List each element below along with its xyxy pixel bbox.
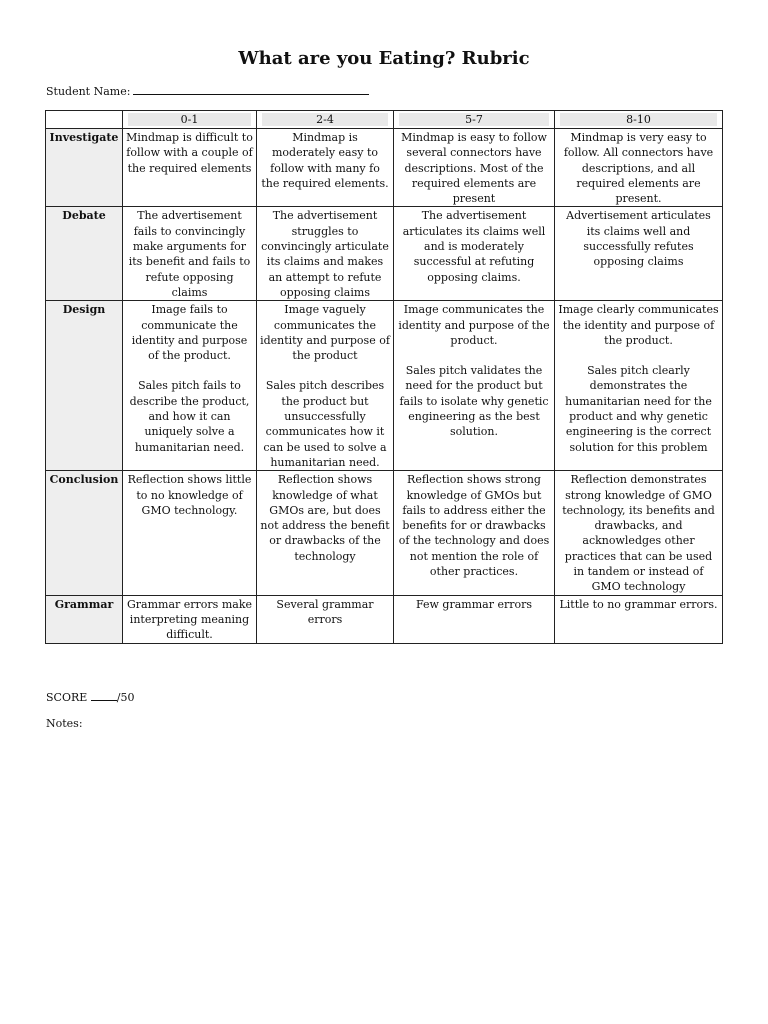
cell-text: Mindmap is very easy to follow. All connectors have descriptions, and all required elements are present. <box>563 131 714 206</box>
cell <box>123 207 257 301</box>
header-row <box>46 111 723 129</box>
notes-label: Notes: <box>46 717 83 730</box>
page-title: What are you Eating? Rubric <box>238 48 530 69</box>
cell-text: Few grammar errors <box>415 597 533 611</box>
header-cell <box>123 111 257 129</box>
cell-text: Advertisement articulates its claims well and successfully refutes opposing claims <box>566 209 711 269</box>
cell-text: Sales pitch fails to describe the product, and how it can uniquely solve a humanitarian need. <box>129 379 250 454</box>
cell-text: Reflection shows knowledge of what GMOs are, but does not address the benefit or drawbacks of the technology <box>260 473 390 563</box>
row-grammar <box>46 595 723 643</box>
cell <box>123 595 257 643</box>
criterion-design: Design <box>46 301 123 471</box>
score-band-8-10: 8-10 <box>560 113 717 126</box>
score-band-5-7: 5-7 <box>399 113 549 126</box>
row-design <box>46 301 723 471</box>
cell-text: Mindmap is difficult to follow with a couple of the required elements <box>126 131 253 175</box>
cell-text: The advertisement struggles to convincingly articulate its claims and makes an attempt to refute opposing claims <box>261 209 389 299</box>
score-blank-line <box>91 690 117 701</box>
criterion-debate: Debate <box>46 207 123 301</box>
cell-text: Sales pitch validates the need for the product but fails to isolate why genetic engineering as the best solution. <box>399 364 549 439</box>
header-cell <box>555 111 723 129</box>
criterion-grammar: Grammar <box>46 595 123 643</box>
cell-text: Sales pitch describes the product but unsuccessfully communicates how it can be used to solve a humanitarian need. <box>263 379 387 469</box>
cell-text: Reflection shows little to no knowledge of GMO technology. <box>127 473 252 517</box>
header-cell <box>394 111 555 129</box>
cell <box>394 129 555 207</box>
cell <box>257 207 394 301</box>
criterion-investigate: Investigate <box>46 129 123 207</box>
cell-text: Mindmap is moderately easy to follow with many fo the required elements. <box>261 131 389 190</box>
cell-text: The advertisement fails to convincingly make arguments for its benefit and fails to refute opposing claims <box>128 209 251 299</box>
criterion-conclusion: Conclusion <box>46 471 123 595</box>
cell <box>555 301 723 471</box>
row-debate <box>46 207 723 301</box>
student-name-label: Student Name: <box>46 85 131 98</box>
cell <box>555 471 723 595</box>
cell <box>257 471 394 595</box>
cell-text: Image vaguely communicates the identity and purpose of the product <box>260 303 390 363</box>
cell-text: Reflection shows strong knowledge of GMOs but fails to address either the benefits for or drawbacks of the technology and does not mention the role of other practices. <box>398 473 550 579</box>
cell <box>394 207 555 301</box>
cell-text: Image clearly communicates the identity and purpose of the product. <box>558 303 719 347</box>
score-band-2-4: 2-4 <box>262 113 388 126</box>
rubric-table <box>45 110 723 644</box>
cell <box>394 301 555 471</box>
header-cell <box>257 111 394 129</box>
student-name-line <box>133 84 369 95</box>
cell-text: Image fails to communicate the identity and purpose of the product. <box>131 303 248 363</box>
cell <box>257 129 394 207</box>
cell <box>123 301 257 471</box>
cell <box>123 129 257 207</box>
cell-text: Several grammar errors <box>276 597 374 626</box>
cell <box>555 207 723 301</box>
cell <box>555 129 723 207</box>
cell-text: The advertisement articulates its claims well and is moderately successful at refuting opposing claims. <box>402 209 546 284</box>
row-conclusion <box>46 471 723 595</box>
score-field[interactable] <box>46 690 135 704</box>
cell <box>394 595 555 643</box>
cell <box>257 595 394 643</box>
student-name-field[interactable] <box>46 84 369 98</box>
row-investigate <box>46 129 723 207</box>
cell-text: Sales pitch clearly demonstrates the humanitarian need for the product and why genetic engineering is the correct solution for this problem <box>565 364 712 454</box>
score-band-0-1: 0-1 <box>128 113 251 126</box>
score-label: SCORE <box>46 691 88 704</box>
cell-text: Little to no grammar errors. <box>559 597 718 611</box>
cell-text: Image communicates the identity and purpose of the product. <box>398 303 550 347</box>
cell-text: Mindmap is easy to follow several connectors have descriptions. Most of the required elements are present <box>401 131 547 206</box>
cell-text: Grammar errors make interpreting meaning difficult. <box>127 597 252 642</box>
cell <box>394 471 555 595</box>
cell <box>555 595 723 643</box>
header-blank-cell <box>46 111 123 129</box>
score-total: /50 <box>116 691 135 704</box>
cell <box>257 301 394 471</box>
cell <box>123 471 257 595</box>
cell-text: Reflection demonstrates strong knowledge of GMO technology, its benefits and drawbacks, and acknowledges other practices that can be used in tandem or instead of GMO technology <box>562 473 715 594</box>
